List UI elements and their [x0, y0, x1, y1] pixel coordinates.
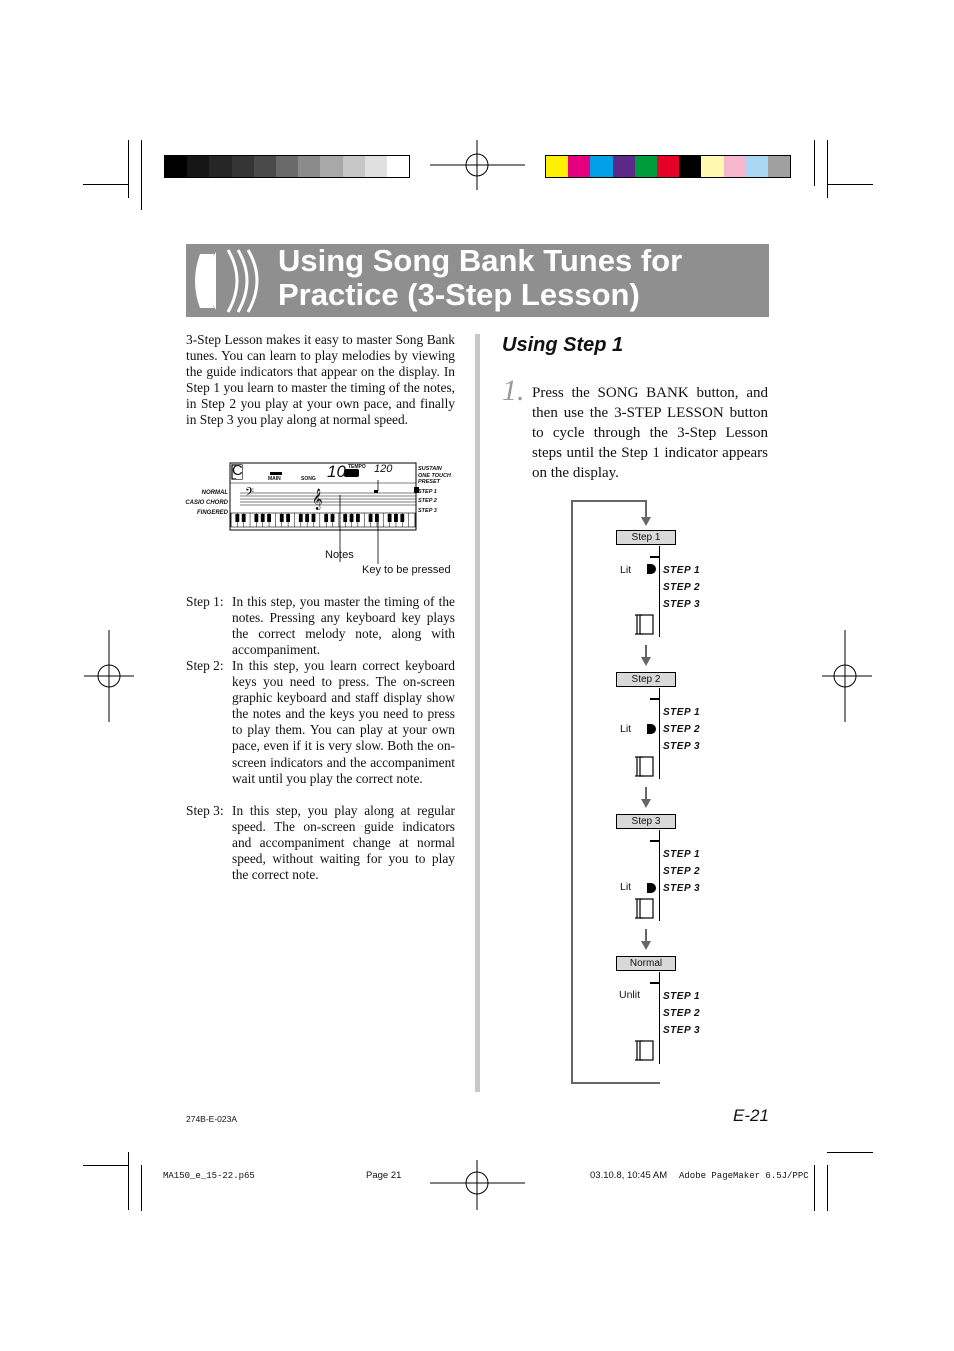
callout-notes: Notes: [325, 549, 354, 561]
swatch: [590, 156, 612, 177]
swatch: [613, 156, 635, 177]
black-key: [267, 514, 271, 522]
swatch: [276, 156, 298, 177]
loop-top-line: [572, 500, 646, 502]
registration-mark-left: [84, 630, 134, 722]
swatch: [768, 156, 790, 177]
swatch: [365, 156, 387, 177]
step1-label: Step 1:: [186, 594, 224, 609]
black-key: [312, 514, 316, 522]
page-title: [278, 244, 768, 312]
swatch: [679, 156, 701, 177]
label-main: MAIN: [268, 476, 281, 482]
panel-edge: [659, 972, 660, 1064]
state3-lit-label: Lit: [620, 881, 632, 893]
swatch: [209, 156, 231, 177]
callout-key-to-be-pressed: Key to be pressed: [362, 564, 451, 576]
black-key: [280, 514, 284, 522]
svg-text:𝄞: 𝄞: [312, 489, 323, 510]
swatch: [387, 156, 409, 177]
print-page: Page 21: [366, 1170, 402, 1181]
swatch: [724, 156, 746, 177]
print-app: Adobe PageMaker 6.5J/PPC: [679, 1171, 809, 1181]
black-key: [254, 514, 258, 522]
tag-step3: STEP 3: [663, 883, 701, 894]
swatch: [701, 156, 723, 177]
label-tempo: TEMPO: [348, 464, 366, 470]
step3-label: Step 3:: [186, 803, 224, 818]
page-title-line1: Using Song Bank Tunes for: [278, 243, 683, 278]
chord-letter: C: [232, 462, 243, 479]
black-key: [299, 514, 303, 522]
swatch: [232, 156, 254, 177]
black-key: [242, 514, 246, 522]
tag-step3: STEP 3: [663, 599, 701, 610]
swatch: [187, 156, 209, 177]
lesson-button-icon: [633, 1038, 658, 1063]
label-step-3: STEP 3: [418, 507, 437, 514]
tag-step2: STEP 2: [663, 582, 701, 593]
tag-step1: STEP 1: [663, 991, 701, 1002]
page-title-line2: Practice (3-Step Lesson): [278, 277, 640, 312]
swatch: [568, 156, 590, 177]
label-fingered: FINGERED: [196, 510, 228, 516]
label-normal: NORMAL: [201, 490, 228, 496]
state2-lit-label: Lit: [620, 723, 632, 735]
indicator-pointer-icon: [647, 883, 656, 893]
swatch: [254, 156, 276, 177]
panel-edge: [650, 982, 660, 984]
arrow-down-icon: [641, 517, 651, 526]
keyboard-display-figure: [180, 460, 460, 580]
black-key: [388, 514, 392, 522]
loop-bottom-line: [572, 1082, 660, 1084]
panel-edge: [659, 546, 660, 637]
label-preset: PRESET: [418, 479, 441, 485]
arrow-down-icon: [641, 799, 651, 808]
panel-edge: [650, 840, 660, 842]
lesson-button-icon: [633, 612, 658, 637]
swatch: [746, 156, 768, 177]
state-normal-unlit-label: Unlit: [619, 989, 641, 1001]
tone-number: 10: [327, 462, 346, 481]
step2-label: Step 2:: [186, 658, 224, 673]
intro-paragraph: 3-Step Lesson makes it easy to master Song Bank tunes. You can learn to play melodies by viewing the guide indicators that appear on the display. In Step 1 you learn to master the timing of the notes, in Step 2 you play at your own pace, and finally in Step 3 you play along at normal speed.: [186, 332, 455, 428]
black-key: [369, 514, 373, 522]
section-heading: Using Step 1: [502, 334, 624, 356]
banner-decoration: [190, 244, 270, 317]
panel-edge: [659, 688, 660, 779]
lesson-button-icon: [633, 754, 658, 779]
black-key: [394, 514, 398, 522]
step-number: 1.: [502, 374, 525, 407]
swatch: [320, 156, 342, 177]
column-divider: [475, 334, 480, 1092]
registration-mark-bottom: [430, 1160, 525, 1210]
tag-step1: STEP 1: [663, 849, 701, 860]
panel-edge: [659, 830, 660, 921]
black-key: [261, 514, 265, 522]
state1-lit-label: Lit: [620, 564, 632, 576]
color-bar: [545, 155, 791, 178]
mode-labels: [180, 488, 228, 518]
arrow-down-icon: [641, 941, 651, 950]
black-key: [343, 514, 347, 522]
tag-step3: STEP 3: [663, 1025, 701, 1036]
lesson-button-icon: [633, 896, 658, 921]
state-normal: Normal: [616, 956, 676, 971]
tag-step2: STEP 2: [663, 1008, 701, 1019]
tag-step3: STEP 3: [663, 741, 701, 752]
tag-step1: STEP 1: [663, 565, 701, 576]
step1-instruction: Press the SONG BANK button, and then use the 3-STEP LESSON button to cycle through the 3-Step Lesson steps until the Step 1 indicator appears on the display.: [532, 385, 768, 481]
label-song: SONG: [301, 476, 316, 482]
swatch: [298, 156, 320, 177]
black-key: [305, 514, 309, 522]
label-casio-chord: CASIO CHORD: [185, 500, 228, 506]
swatch: [165, 156, 187, 177]
swatch: [635, 156, 657, 177]
label-one-touch: ONE TOUCH: [418, 472, 451, 479]
state-step3: Step 3: [616, 814, 676, 829]
tempo-value: 120: [374, 463, 393, 475]
black-key: [356, 514, 360, 522]
black-key: [400, 514, 404, 522]
swatch: [343, 156, 365, 177]
page-number: E-21: [733, 1106, 769, 1125]
tag-step1: STEP 1: [663, 707, 701, 718]
print-date: 03.10.8, 10:45 AM: [590, 1170, 668, 1181]
label-step-2: STEP 2: [418, 498, 437, 504]
black-key: [350, 514, 354, 522]
grayscale-bar: [164, 155, 410, 178]
registration-mark-top: [430, 140, 525, 190]
indicator-pointer-icon: [647, 564, 656, 574]
black-key: [324, 514, 328, 522]
tag-step2: STEP 2: [663, 724, 701, 735]
loop-left-line: [571, 500, 573, 1084]
file-name: MA150_e_15-22.p65: [163, 1171, 255, 1181]
label-sustain: SUSTAIN: [418, 466, 442, 472]
registration-mark-right: [822, 630, 872, 722]
panel-edge: [650, 556, 660, 558]
step3-text: In this step, you play along at regular speed. The on-screen guide indicators and accompaniment change at normal speed, without waiting for you to play the correct note.: [232, 803, 455, 883]
label-step-1: STEP 1: [418, 488, 437, 495]
state-step2: Step 2: [616, 672, 676, 687]
step1-text: In this step, you master the timing of the notes. Pressing any keyboard key plays the correct melody note, along with accompaniment.: [232, 594, 455, 658]
svg-text:𝄢: 𝄢: [245, 486, 255, 502]
swatch: [657, 156, 679, 177]
tag-step2: STEP 2: [663, 866, 701, 877]
step2-text: In this step, you learn correct keyboard keys you need to press. The on-screen graphic keyboard and staff display show the notes and the keys you need to press to play them. You can play at your own pace, even if it is very slow. Both the on-screen indicators and the accompaniment wait until you play the correct note.: [232, 658, 455, 786]
panel-edge: [650, 698, 660, 700]
arrow-down-icon: [641, 657, 651, 666]
black-key: [286, 514, 290, 522]
indicator-pointer-icon: [647, 724, 656, 734]
swatch: [546, 156, 568, 177]
document-code: 274B-E-023A: [186, 1114, 238, 1124]
state-step1: Step 1: [616, 530, 676, 545]
indicator-labels: [418, 466, 451, 514]
black-key: [235, 514, 239, 522]
black-key: [331, 514, 335, 522]
